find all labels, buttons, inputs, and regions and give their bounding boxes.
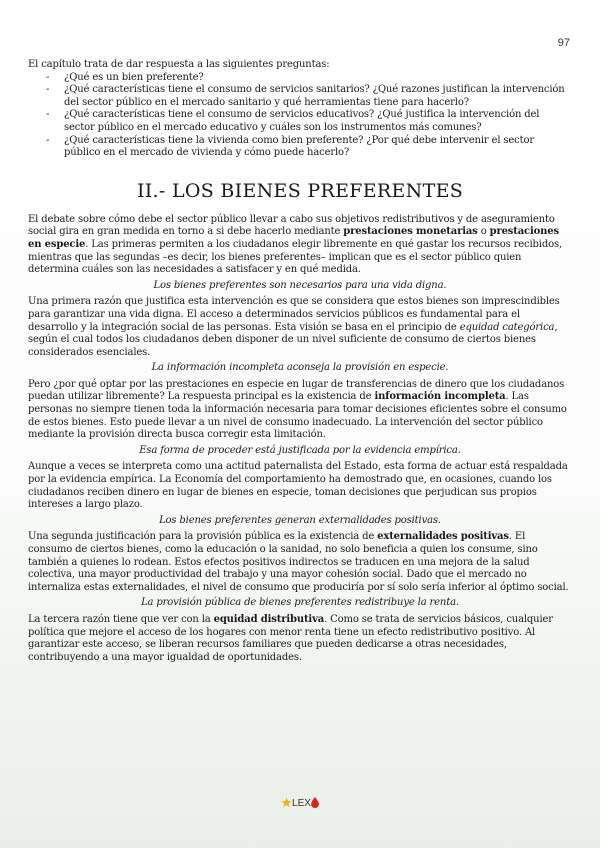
paragraph-3: Pero ¿por qué optar por las prestaciones en especie en lugar de transferencias de dinero que los ciudadanos puedan utilizar libremente? La respuesta principal es la existencia de información incompleta. Las personas no siempre tienen toda la información necesaria para tomar decisiones eficientes sobre el consumo de estos bienes. Esto puede llevar a un nivel de consumo inadecuado. La intervención del sector público mediante la provisión directa busca corregir esta limitación.	[28, 378, 567, 441]
paragraph-5: Una segunda justificación para la provisión pública es la existencia de externalidades positivas. El consumo de ciertos bienes, como la educación o la sanidad, no solo beneficia a quien los consume, sino también a quienes lo rodean. Estos efectos positivos indirectos se traducen en una mejora de la salud colectiva, una mayor productividad del trabajo y una mayor cohesión social. Dado que el mercado no internaliza estas externalidades, el nivel de consumo que produciría por sí solo sería inferior al óptimo social.	[28, 531, 569, 593]
list-item: - ¿Qué características tiene el consumo de servicios sanitarios? ¿Qué razones justifican la intervención del sector público en el mercado sanitario y qué herramientas tiene para hacerlo?	[46, 84, 565, 108]
subheading-3: Esa forma de proceder está justificada por la evidencia empírica.	[139, 444, 461, 456]
question-list	[28, 72, 572, 160]
paragraph-2: Una primera razón que justifica esta intervención es que se considera que estos bienes son imprescindibles para garantizar una vida digna. El acceso a determinados servicios públicos es fundamental para el desarrollo y la integración social de las personas. Esta visión se basa en el principio de equidad categórica, según el cual todos los ciudadanos deben disponer de un nivel suficiente de consumo de ciertos bienes considerados esenciales.	[28, 296, 560, 358]
subheading-5: La provisión pública de bienes preferentes redistribuye la renta.	[141, 597, 459, 609]
list-item: - ¿Qué es un bien preferente?	[46, 71, 204, 83]
list-item: - ¿Qué características tiene la vivienda como bien preferente? ¿Por qué debe intervenir el sector público en el mercado de vivienda y cómo puede hacerlo?	[46, 134, 534, 159]
chapter-intro: El capítulo trata de dar respuesta a las siguientes preguntas:	[28, 59, 330, 70]
logo-text: LEX	[292, 798, 311, 809]
footer-logo	[0, 797, 600, 809]
list-item: - ¿Qué características tiene el consumo de servicios educativos? ¿Qué justifica la intervención del sector público en el mercado educativo y cuáles son los instrumentos más comunes?	[46, 109, 540, 133]
paragraph-4: Aunque a veces se interpreta como una actitud paternalista del Estado, esta forma de actuar está respaldada por la evidencia empírica. La Economía del comportamiento ha demostrado que, en ocasiones, cuando los ciudadanos reciben dinero en lugar de bienes en especie, toman decisiones que perjudican sus propios intereses a largo plazo.	[28, 461, 568, 511]
subheading-4: Los bienes preferentes generan externalidades positivas.	[159, 514, 441, 526]
subheading-2: La información incompleta aconseja la provisión en especie.	[151, 362, 449, 374]
star-icon	[281, 797, 292, 808]
drop-icon	[311, 797, 319, 808]
paragraph-6: La tercera razón tiene que ver con la equidad distributiva. Como se trata de servicios básicos, cualquier política que mejore el acceso de los hogares con menor renta tiene un efecto redistributivo positivo. Al garantizar este acceso, se liberan recursos familiares que pueden dedicarse a otras necesidades, contribuyendo a una mayor igualdad de oportunidades.	[28, 613, 553, 663]
page-content	[28, 59, 572, 667]
subheading-1: Los bienes preferentes son necesarios para una vida digna.	[153, 279, 447, 291]
page-number: 97	[557, 37, 570, 49]
section-title: II.- LOS BIENES PREFERENTES	[136, 179, 464, 202]
paragraph-1: El debate sobre cómo debe el sector público llevar a cabo sus objetivos redistributivos y de aseguramiento social gira en gran medida en torno a si debe hacerlo mediante prestaciones monetarias o prestaciones en especie. Las primeras permiten a los ciudadanos elegir libremente en qué gastar los recursos recibidos, mientras que las segundas –es decir, los bienes preferentes– implican que es el sector público quien determina cuáles son las necesidades a satisfacer y en qué medida.	[28, 213, 562, 276]
